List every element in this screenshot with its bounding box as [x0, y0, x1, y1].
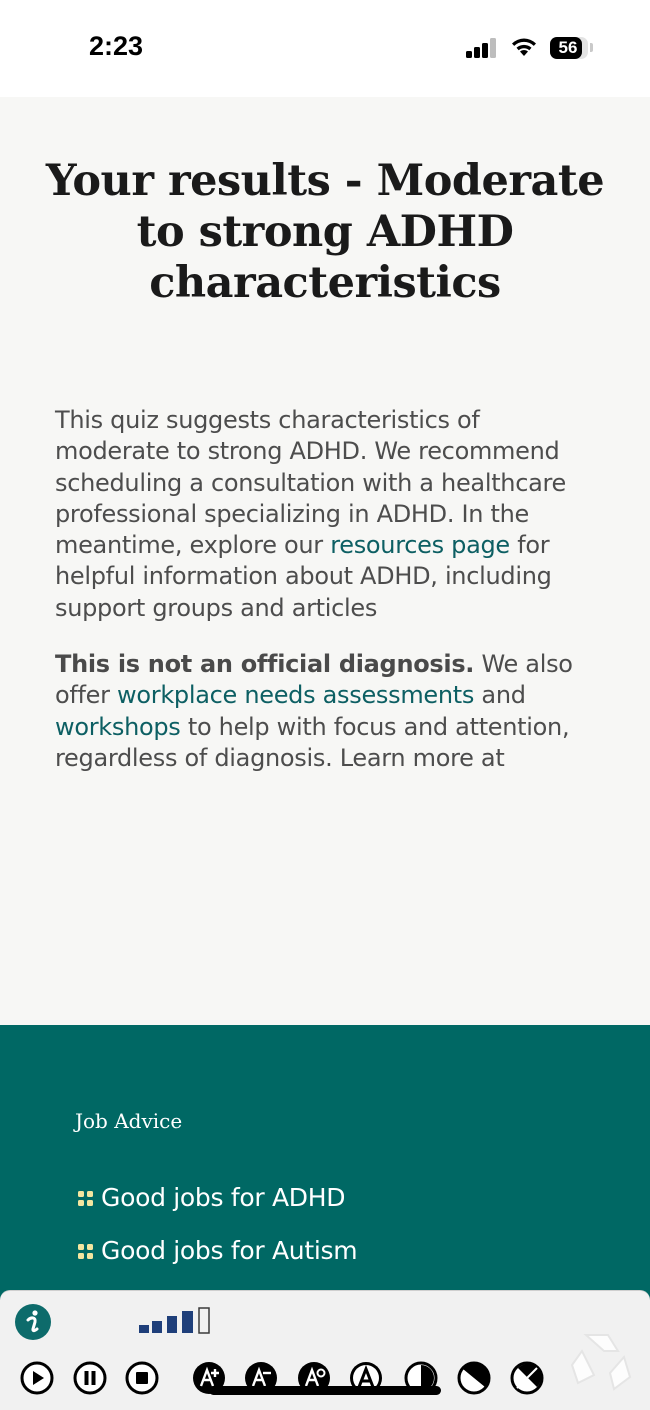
stop-icon[interactable] — [125, 1361, 159, 1395]
status-time: 2:23 — [89, 31, 144, 61]
diagnosis-disclaimer — [55, 649, 600, 774]
description-text-end: for helpful information about ADHD, including support groups and articles — [55, 531, 552, 622]
footer-link-label[interactable]: Good jobs for ADHD — [101, 1183, 346, 1212]
footer-heading: Job Advice — [75, 1109, 183, 1133]
workshops-link[interactable]: workshops — [55, 712, 181, 741]
battery-tip — [590, 43, 593, 52]
disclaimer-text-and: and — [474, 681, 526, 710]
info-icon[interactable] — [14, 1303, 52, 1341]
cellular-signal-icon — [466, 38, 498, 58]
play-icon[interactable] — [20, 1361, 54, 1395]
home-indicator[interactable] — [209, 1386, 441, 1395]
footer-link-adhd[interactable] — [78, 1171, 376, 1224]
workplace-needs-assessments-link[interactable]: workplace needs assessments — [117, 681, 475, 710]
footer-link-label[interactable]: Good jobs for Autism — [101, 1236, 358, 1265]
volume-level-icon[interactable] — [138, 1307, 212, 1335]
results-description — [55, 405, 600, 624]
invert-contrast-icon[interactable] — [457, 1361, 491, 1395]
battery-icon — [550, 37, 588, 59]
recycle-watermark-icon — [566, 1325, 636, 1395]
grid-bullet-icon — [78, 1244, 94, 1260]
description-text: This quiz suggests characteristics of moderate to strong ADHD. We recommend scheduling a consultation with a healthcare professional specializing in ADHD. In the meantime, explore our — [55, 406, 567, 560]
resources-page-link[interactable]: resources page — [330, 531, 510, 560]
footer — [0, 1025, 650, 1315]
grid-bullet-icon — [78, 1191, 94, 1207]
battery-level: 56 — [558, 38, 578, 57]
wifi-icon — [509, 36, 539, 58]
results-title: Your results - Moderate to strong ADHD characteristics — [45, 156, 605, 308]
disclaimer-strong: This is not an official diagnosis. — [55, 650, 475, 678]
footer-link-autism[interactable] — [78, 1224, 376, 1277]
status-bar — [0, 0, 650, 97]
no-contrast-icon[interactable] — [510, 1361, 544, 1395]
disclaimer-text: We also offer — [55, 650, 573, 710]
pause-icon[interactable] — [73, 1361, 107, 1395]
disclaimer-text-end: to help with focus and attention, regardless of diagnosis. Learn more at — [55, 712, 570, 772]
